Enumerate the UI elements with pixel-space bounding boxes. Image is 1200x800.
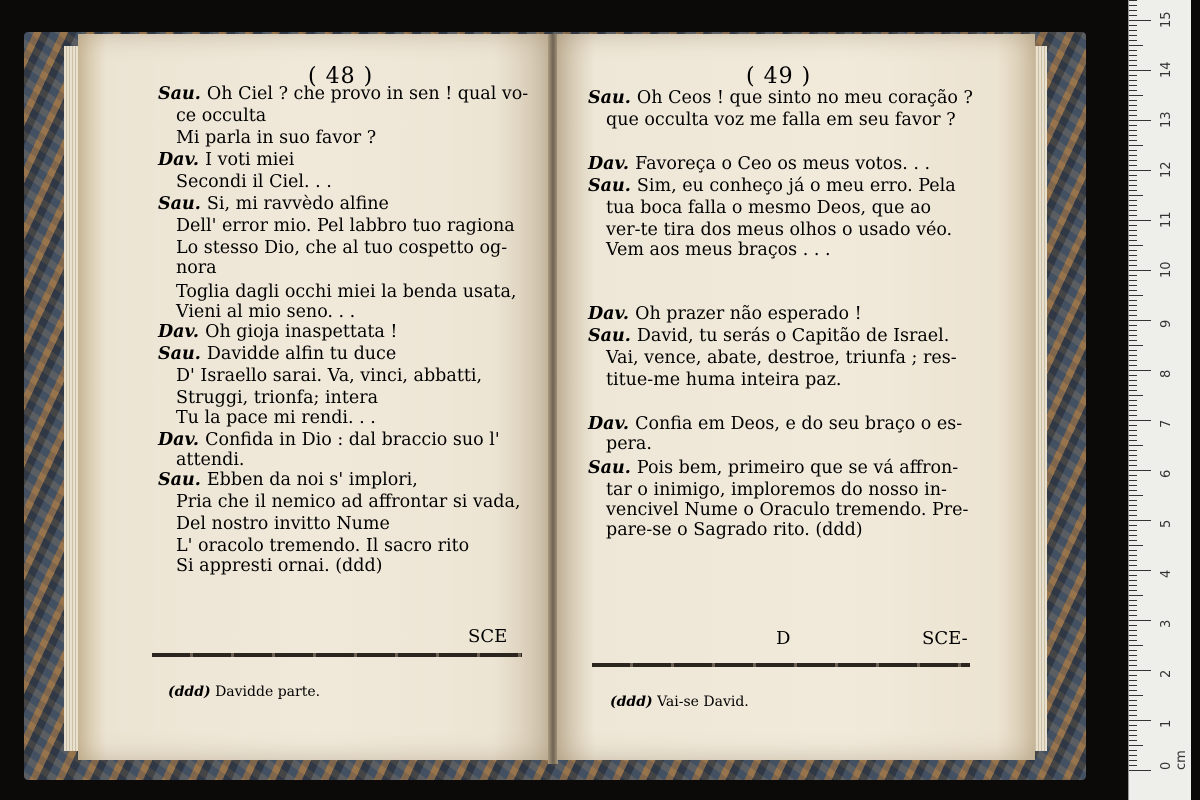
ruler-tick [1129, 620, 1151, 621]
ruler-tick [1129, 270, 1151, 271]
ruler-label: 6 [1159, 469, 1174, 478]
ruler-tick [1129, 95, 1143, 96]
line-text: Dell' error mio. Pel labbro tuo ragiona [176, 216, 515, 236]
ruler-tick [1129, 195, 1143, 196]
left-footnote [168, 684, 320, 700]
ruler-tick [1129, 490, 1137, 491]
ruler-tick [1129, 500, 1137, 501]
ruler-tick [1129, 180, 1137, 181]
ruler-tick [1129, 200, 1137, 201]
ruler-tick [1129, 440, 1137, 441]
ruler-tick [1129, 395, 1143, 396]
ruler-tick [1129, 50, 1137, 51]
ruler-tick [1129, 710, 1137, 711]
ruler-tick [1129, 415, 1137, 416]
ruler-tick [1129, 285, 1137, 286]
ruler-tick [1129, 705, 1137, 706]
ruler-label: 7 [1159, 419, 1174, 428]
ruler-tick [1129, 100, 1137, 101]
ruler-tick [1129, 510, 1137, 511]
ruler-tick [1129, 160, 1137, 161]
ruler-tick [1129, 670, 1151, 671]
ruler-tick [1129, 340, 1137, 341]
line-text: ce occulta [176, 106, 267, 126]
ruler-tick [1129, 320, 1151, 321]
ruler-tick [1129, 445, 1143, 446]
ruler-tick [1129, 110, 1137, 111]
ruler-tick [1129, 495, 1143, 496]
ruler-tick [1129, 485, 1137, 486]
ruler-tick [1129, 220, 1151, 221]
ruler-tick [1129, 480, 1137, 481]
ruler-tick [1129, 65, 1137, 66]
ruler-tick [1129, 120, 1151, 121]
right-page-line [588, 458, 958, 478]
left-page-number: ( 48 ) [308, 64, 374, 89]
line-text: Sim, eu conheço já o meu erro. Pela [636, 176, 956, 196]
ruler-tick [1129, 90, 1137, 91]
right-page-line [606, 220, 952, 240]
right-page-line [588, 176, 956, 196]
ruler-tick [1129, 265, 1137, 266]
line-text: D' Israello sarai. Va, vinci, abbatti, [176, 366, 483, 386]
speaker-label: Dav. [158, 430, 206, 450]
ruler-tick [1129, 565, 1137, 566]
right-page-line [588, 88, 973, 108]
left-page-line [176, 556, 382, 576]
ruler-tick [1129, 600, 1137, 601]
right-footnote-mark: (ddd) [610, 694, 653, 710]
right-footnote-text: Vai-se David. [657, 694, 749, 710]
ruler-tick [1129, 165, 1137, 166]
ruler-tick [1129, 325, 1137, 326]
ruler-tick [1129, 115, 1137, 116]
line-text: Confida in Dio : dal braccio suo l' [205, 430, 500, 450]
left-page-line [158, 430, 500, 450]
ruler-tick [1129, 105, 1137, 106]
line-text: Vieni al mio seno. . . [176, 302, 356, 322]
ruler-tick [1129, 585, 1137, 586]
ruler-tick [1129, 575, 1137, 576]
ruler-tick [1129, 760, 1137, 761]
left-page-line [158, 84, 528, 104]
ruler-tick [1129, 190, 1137, 191]
line-text: Oh prazer não esperado ! [635, 304, 862, 324]
speaker-label: Sau. [588, 458, 637, 478]
ruler-tick [1129, 5, 1137, 6]
line-text: pera. [606, 434, 652, 454]
ruler-tick [1129, 650, 1137, 651]
ruler-tick [1129, 545, 1143, 546]
left-page-line [176, 238, 507, 258]
speaker-label: Sau. [158, 470, 207, 490]
right-page [557, 34, 1035, 760]
ruler-tick [1129, 140, 1137, 141]
right-page-line [606, 434, 652, 454]
ruler-tick [1129, 275, 1137, 276]
right-page-line [588, 414, 962, 434]
ruler-tick [1129, 475, 1137, 476]
ruler-tick [1129, 405, 1137, 406]
ruler-tick [1129, 145, 1143, 146]
ruler-tick [1129, 450, 1137, 451]
line-text: Lo stesso Dio, che al tuo cospetto og- [176, 238, 508, 258]
left-page-line [176, 492, 521, 512]
speaker-label: Sau. [588, 326, 637, 346]
left-footnote-mark: (ddd) [168, 684, 211, 700]
ruler-tick [1129, 645, 1143, 646]
ruler-tick [1129, 765, 1137, 766]
line-text: David, tu serás o Capitão de Israel. [636, 326, 950, 346]
ruler-tick [1129, 250, 1137, 251]
line-text: titue-me huma inteira paz. [606, 370, 842, 390]
ruler-tick [1129, 300, 1137, 301]
ruler-tick [1129, 505, 1137, 506]
ruler-tick [1129, 260, 1137, 261]
ruler-tick [1129, 535, 1137, 536]
ruler-tick [1129, 640, 1137, 641]
ruler-label: 3 [1159, 619, 1174, 628]
ruler-tick [1129, 35, 1137, 36]
ruler-label: 9 [1159, 319, 1174, 328]
ruler-tick [1129, 85, 1137, 86]
left-page-line [158, 470, 418, 490]
ruler-tick [1129, 720, 1151, 721]
ruler-tick [1129, 605, 1137, 606]
ruler-tick [1129, 685, 1137, 686]
right-page-edges [1033, 46, 1047, 751]
ruler-label: 13 [1159, 111, 1174, 128]
left-page-line [176, 450, 245, 470]
ruler-tick [1129, 370, 1151, 371]
ruler-tick [1129, 520, 1151, 521]
right-page-line [588, 326, 949, 346]
ruler-label: 12 [1159, 161, 1174, 178]
measurement-ruler [1128, 0, 1191, 800]
ruler-tick [1129, 570, 1151, 571]
line-text: tar o inimigo, imploremos do nosso in- [606, 480, 947, 500]
ruler-tick [1129, 680, 1137, 681]
ruler-tick [1129, 235, 1137, 236]
ruler-tick [1129, 255, 1137, 256]
ruler-tick [1129, 410, 1137, 411]
line-text: Si, mi ravvèdo alfine [206, 194, 389, 214]
ruler-tick [1129, 345, 1143, 346]
ruler-tick [1129, 560, 1137, 561]
left-footnote-text: Davidde parte. [215, 684, 321, 700]
ruler-tick [1129, 390, 1137, 391]
ruler-tick [1129, 455, 1137, 456]
ruler-tick [1129, 590, 1137, 591]
line-text: attendi. [176, 450, 245, 470]
ruler-tick [1129, 745, 1143, 746]
ruler-tick [1129, 615, 1137, 616]
ruler-tick [1129, 40, 1137, 41]
left-page-line [158, 322, 397, 342]
left-page-line [158, 344, 396, 364]
left-page-line [158, 194, 389, 214]
ruler-tick [1129, 25, 1137, 26]
left-page-line [176, 258, 217, 278]
ruler-tick [1129, 245, 1143, 246]
speaker-label: Sau. [588, 88, 637, 108]
speaker-label: Dav. [158, 322, 206, 342]
ruler-tick [1129, 240, 1137, 241]
right-page-line [606, 110, 956, 130]
right-signature-mark: D [776, 628, 791, 649]
ruler-tick [1129, 175, 1137, 176]
ruler-tick [1129, 225, 1137, 226]
speaker-label: Sau. [588, 176, 637, 196]
ruler-label: 2 [1159, 669, 1174, 678]
line-text: Toglia dagli occhi miei la benda usata, [176, 282, 517, 302]
right-page-line [606, 198, 931, 218]
ruler-tick [1129, 30, 1137, 31]
left-page-line [176, 172, 332, 192]
left-page-line [176, 128, 376, 148]
ruler-tick [1129, 365, 1137, 366]
line-text: Vai, vence, abate, destroe, triunfa ; res- [606, 348, 957, 368]
ruler-tick [1129, 655, 1137, 656]
left-page-line [158, 150, 294, 170]
ruler-tick [1129, 465, 1137, 466]
right-footnote [610, 694, 749, 710]
right-page-line [606, 370, 841, 390]
ruler-label: 11 [1159, 211, 1174, 228]
right-page-line [588, 154, 930, 174]
right-page-number: ( 49 ) [746, 64, 812, 89]
right-page-line [606, 348, 957, 368]
ruler-tick [1129, 630, 1137, 631]
right-page-line [606, 480, 947, 500]
ruler-tick [1129, 715, 1137, 716]
line-text: pare-se o Sagrado rito. (ddd) [606, 520, 863, 540]
ruler-tick [1129, 530, 1137, 531]
speaker-label: Dav. [158, 150, 206, 170]
ruler-tick [1129, 625, 1137, 626]
ruler-tick [1129, 290, 1137, 291]
line-text: vencivel Nume o Oraculo tremendo. Pre- [606, 500, 969, 520]
left-page-line [176, 216, 515, 236]
ruler-tick [1129, 130, 1137, 131]
ruler-tick [1129, 75, 1137, 76]
line-text: Favoreça o Ceo os meus votos. . . [635, 154, 931, 174]
ruler-tick [1129, 20, 1151, 21]
line-text: Struggi, trionfa; intera [176, 388, 379, 408]
line-text: Del nostro invitto Nume [176, 514, 390, 534]
line-text: Pria che il nemico ad affrontar si vada, [176, 492, 521, 512]
line-text: tua boca falla o mesmo Deos, que ao [606, 198, 932, 218]
right-page-line [606, 500, 968, 520]
ruler-tick [1129, 205, 1137, 206]
ruler-tick [1129, 155, 1137, 156]
ruler-tick [1129, 400, 1137, 401]
ruler-label: 15 [1159, 11, 1174, 28]
ruler-tick [1129, 595, 1143, 596]
line-text: Oh gioja inaspettata ! [205, 322, 398, 342]
ruler-tick [1129, 420, 1151, 421]
line-text: nora [176, 258, 217, 278]
ruler-tick [1129, 675, 1137, 676]
speaker-label: Dav. [588, 304, 636, 324]
right-catchword: SCE- [922, 628, 968, 649]
ruler-tick [1129, 580, 1137, 581]
left-footnote-rule [152, 653, 522, 657]
speaker-label: Sau. [158, 344, 207, 364]
left-page-line [176, 514, 390, 534]
left-page-line [176, 106, 266, 126]
ruler-tick [1129, 335, 1137, 336]
ruler-tick [1129, 0, 1137, 1]
line-text: Secondi il Ciel. . . [176, 172, 332, 192]
ruler-label: 10 [1159, 261, 1174, 278]
speaker-label: Dav. [588, 414, 636, 434]
ruler-tick [1129, 375, 1137, 376]
ruler-tick [1129, 280, 1137, 281]
ruler-tick [1129, 10, 1137, 11]
line-text: Tu la pace mi rendi. . . [176, 408, 376, 428]
ruler-tick [1129, 515, 1137, 516]
ruler-label: 8 [1159, 369, 1174, 378]
ruler-tick [1129, 315, 1137, 316]
ruler-tick [1129, 60, 1137, 61]
ruler-tick [1129, 555, 1137, 556]
ruler-tick [1129, 525, 1137, 526]
ruler-tick [1129, 15, 1137, 16]
ruler-tick [1129, 470, 1151, 471]
ruler-tick [1129, 170, 1151, 171]
ruler-tick [1129, 610, 1137, 611]
left-page-edges [64, 46, 78, 751]
right-footnote-rule [592, 663, 970, 667]
left-page-line [176, 408, 376, 428]
ruler-tick [1129, 550, 1137, 551]
ruler-label: 0 cm [1159, 750, 1189, 770]
line-text: Davidde alfin tu duce [206, 344, 397, 364]
ruler-tick [1129, 755, 1137, 756]
speaker-label: Sau. [158, 84, 207, 104]
ruler-tick [1129, 430, 1137, 431]
ruler-label: 1 [1159, 719, 1174, 728]
right-page-line [588, 304, 862, 324]
ruler-tick [1129, 735, 1137, 736]
ruler-label: 4 [1159, 569, 1174, 578]
ruler-tick [1129, 215, 1137, 216]
line-text: Si appresti ornai. (ddd) [176, 556, 383, 576]
ruler-tick [1129, 695, 1143, 696]
line-text: I voti miei [205, 150, 295, 170]
ruler-tick [1129, 380, 1137, 381]
right-page-line [606, 520, 863, 540]
ruler-tick [1129, 360, 1137, 361]
ruler-tick [1129, 45, 1143, 46]
line-text: Oh Ciel ? che provo in sen ! qual vo- [206, 84, 529, 104]
ruler-tick [1129, 295, 1143, 296]
ruler-tick [1129, 230, 1137, 231]
ruler-tick [1129, 665, 1137, 666]
ruler-tick [1129, 750, 1137, 751]
ruler-tick [1129, 460, 1137, 461]
ruler-tick [1129, 70, 1151, 71]
line-text: Vem aos meus braços . . . [606, 240, 831, 260]
ruler-label: 14 [1159, 61, 1174, 78]
ruler-tick [1129, 55, 1137, 56]
left-catchword: SCE [468, 626, 508, 647]
line-text: Confia em Deos, e do seu braço o es- [635, 414, 963, 434]
ruler-tick [1129, 80, 1137, 81]
ruler-tick [1129, 330, 1137, 331]
ruler-tick [1129, 660, 1137, 661]
speaker-label: Dav. [588, 154, 636, 174]
ruler-tick [1129, 210, 1137, 211]
ruler-tick [1129, 310, 1137, 311]
ruler-tick [1129, 185, 1137, 186]
line-text: Oh Ceos ! que sinto no meu coração ? [636, 88, 973, 108]
line-text: Mi parla in suo favor ? [176, 128, 377, 148]
ruler-tick [1129, 355, 1137, 356]
left-page-line [176, 536, 469, 556]
ruler-label: 5 [1159, 519, 1174, 528]
ruler-tick [1129, 725, 1137, 726]
line-text: Ebben da noi s' implori, [206, 470, 418, 490]
ruler-tick [1129, 740, 1137, 741]
ruler-tick [1129, 305, 1137, 306]
ruler-tick [1129, 540, 1137, 541]
left-page-line [176, 302, 355, 322]
ruler-tick [1129, 730, 1137, 731]
line-text: Pois bem, primeiro que se vá affron- [636, 458, 959, 478]
ruler-tick [1129, 125, 1137, 126]
speaker-label: Sau. [158, 194, 207, 214]
line-text: que occulta voz me falla em seu favor ? [606, 110, 956, 130]
ruler-tick [1129, 435, 1137, 436]
line-text: ver-te tira dos meus olhos o usado véo. [606, 220, 953, 240]
line-text: L' oracolo tremendo. Il sacro rito [176, 536, 470, 556]
ruler-tick [1129, 690, 1137, 691]
ruler-tick [1129, 635, 1137, 636]
left-page-line [176, 366, 482, 386]
left-page-line [176, 388, 378, 408]
ruler-tick [1129, 350, 1137, 351]
ruler-tick [1129, 425, 1137, 426]
right-page-line [606, 240, 831, 260]
ruler-tick [1129, 135, 1137, 136]
ruler-tick [1129, 700, 1137, 701]
ruler-tick [1129, 150, 1137, 151]
ruler-tick [1129, 385, 1137, 386]
ruler-tick [1129, 770, 1151, 771]
left-page-line [176, 282, 516, 302]
